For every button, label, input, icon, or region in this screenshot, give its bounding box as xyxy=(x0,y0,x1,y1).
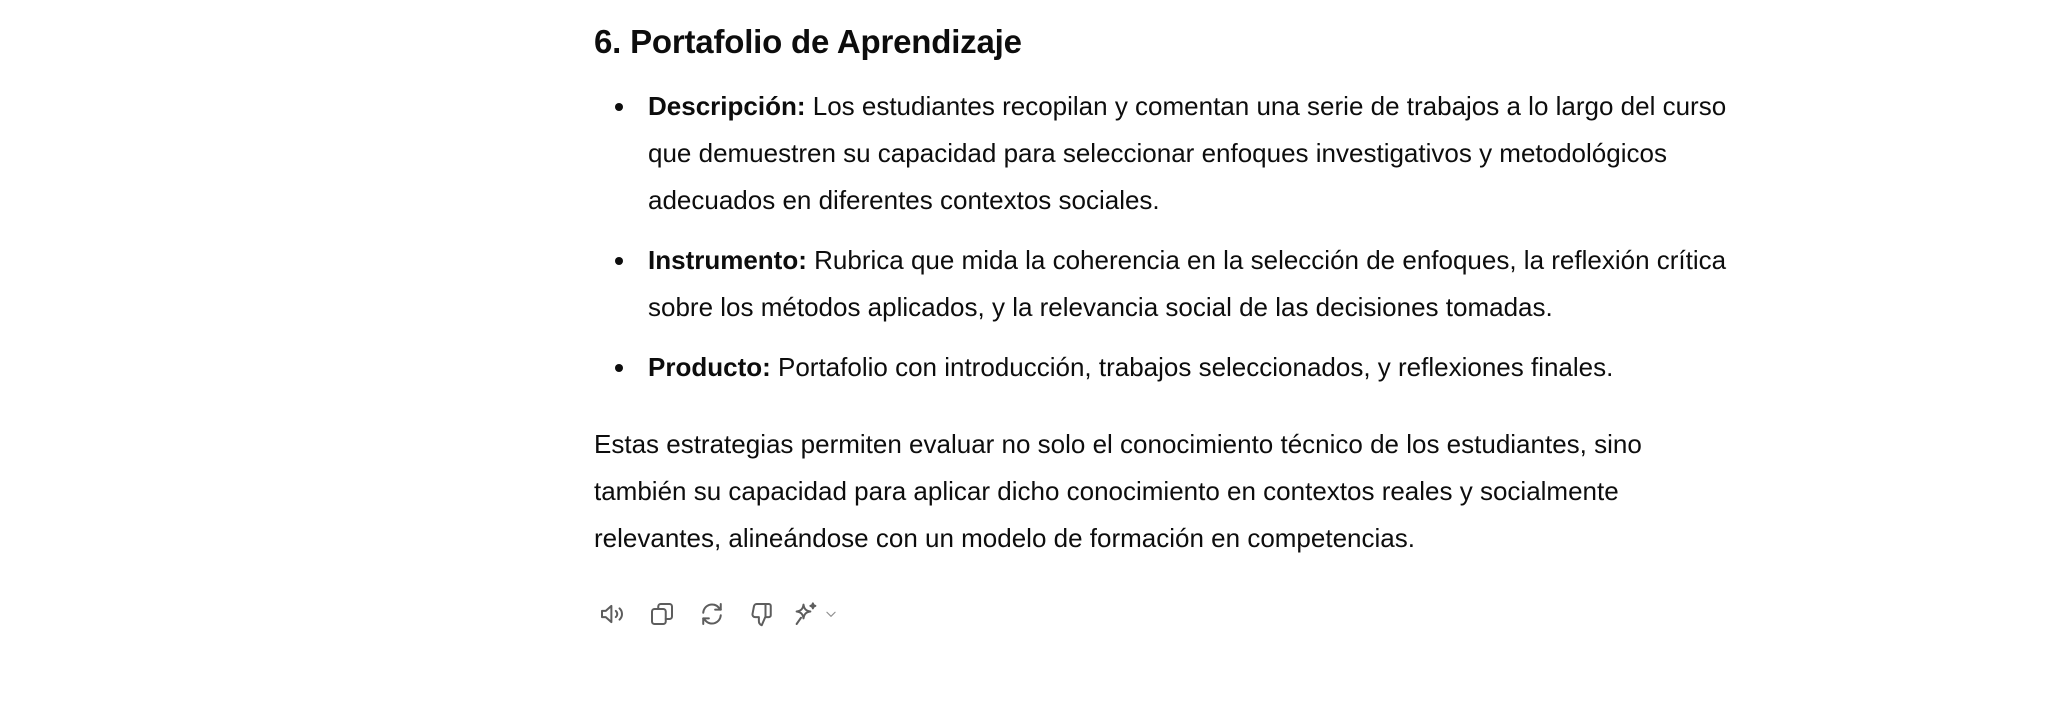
summary-line: relevantes, alineándose con un modelo de formación en competencias. xyxy=(594,523,1415,553)
thumbs-down-icon xyxy=(747,599,777,629)
section-heading xyxy=(594,18,1022,66)
copy-button[interactable] xyxy=(644,596,680,632)
bullet-dot xyxy=(615,257,623,265)
bullet-line: adecuados en diferentes contextos sociales. xyxy=(648,185,1160,215)
bullet-label: Instrumento: xyxy=(648,245,807,275)
copy-icon xyxy=(647,599,677,629)
summary-line: también su capacidad para aplicar dicho conocimiento en contextos reales y socialmente xyxy=(594,476,1619,506)
model-switcher-button[interactable] xyxy=(790,596,840,632)
summary-paragraph xyxy=(594,421,1642,562)
bullet-dot xyxy=(615,103,623,111)
bullet-label: Producto: xyxy=(648,352,771,382)
bullet-list xyxy=(594,83,1794,391)
sparkle-icon xyxy=(790,596,822,632)
chevron-down-icon xyxy=(822,596,840,632)
bullet-text: Portafolio con introducción, trabajos seleccionados, y reflexiones finales. xyxy=(778,352,1614,382)
section-title-text: Portafolio de Aprendizaje xyxy=(630,23,1022,60)
thumbs-down-button[interactable] xyxy=(744,596,780,632)
bullet-dot xyxy=(615,364,623,372)
summary-line: Estas estrategias permiten evaluar no solo el conocimiento técnico de los estudiantes, sino xyxy=(594,429,1642,459)
list-item-descripcion xyxy=(594,83,1794,224)
regenerate-button[interactable] xyxy=(694,596,730,632)
read-aloud-button[interactable] xyxy=(594,596,630,632)
message-action-bar xyxy=(594,596,840,632)
bullet-line xyxy=(648,237,1794,284)
bullet-label: Descripción: xyxy=(648,91,806,121)
bullet-line xyxy=(648,344,1794,391)
bullet-line: sobre los métodos aplicados, y la relevancia social de las decisiones tomadas. xyxy=(648,292,1553,322)
bullet-line xyxy=(648,83,1794,130)
regenerate-icon xyxy=(697,599,727,629)
bullet-text: Los estudiantes recopilan y comentan una serie de trabajos a lo largo del curso xyxy=(812,91,1727,121)
bullet-text: Rubrica que mida la coherencia en la selección de enfoques, la reflexión crítica xyxy=(814,245,1727,275)
bullet-line: que demuestren su capacidad para seleccionar enfoques investigativos y metodológicos xyxy=(648,138,1667,168)
speaker-icon xyxy=(597,599,627,629)
list-item-producto xyxy=(594,344,1794,391)
section-number: 6. xyxy=(594,23,622,60)
list-item-instrumento xyxy=(594,237,1794,331)
